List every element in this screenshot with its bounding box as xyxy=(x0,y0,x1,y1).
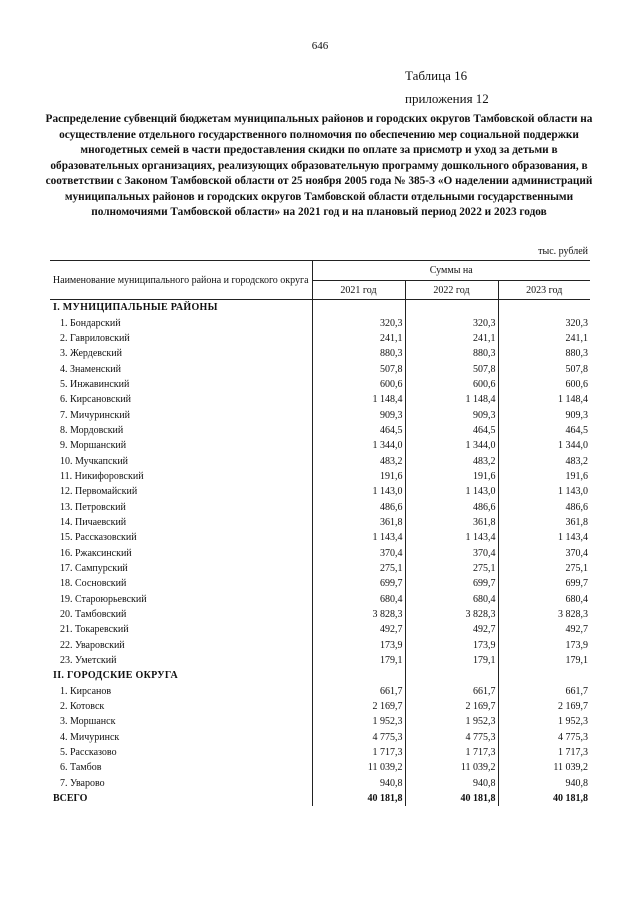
amount-2021: 361,8 xyxy=(312,515,405,530)
amount-2023: 1 143,4 xyxy=(558,532,589,544)
amount-2022: 361,8 xyxy=(405,515,498,530)
amount-2021: 191,6 xyxy=(312,469,405,484)
amount-2023: 507,8 xyxy=(565,363,589,375)
table-row xyxy=(50,331,590,346)
amount-2023: 483,2 xyxy=(565,455,589,467)
row-name: 6. Кирсановский xyxy=(50,392,312,407)
amount-2022: 1 717,3 xyxy=(405,745,498,760)
amount-2021: 40 181,8 xyxy=(312,791,405,806)
amount-2022 xyxy=(405,300,498,316)
sums-header: Суммы на xyxy=(312,261,590,281)
amount-2021: 275,1 xyxy=(312,561,405,576)
amount-2023: 880,3 xyxy=(565,348,589,360)
table-row xyxy=(50,438,590,453)
amount-2021: 320,3 xyxy=(312,315,405,330)
row-name: 20. Тамбовский xyxy=(50,607,312,622)
amount-2023: 909,3 xyxy=(565,409,589,421)
row-name: 1. Бондарский xyxy=(50,315,312,330)
row-name: ВСЕГО xyxy=(50,791,312,806)
row-name: 7. Мичуринский xyxy=(50,407,312,422)
amount-2023: 1 143,0 xyxy=(558,486,589,498)
amount-2022: 173,9 xyxy=(405,638,498,653)
table-row xyxy=(50,469,590,484)
row-name: 15. Рассказовский xyxy=(50,530,312,545)
row-name: 2. Гавриловский xyxy=(50,331,312,346)
amount-2022: 1 344,0 xyxy=(405,438,498,453)
amount-2023: 680,4 xyxy=(565,593,589,605)
amount-2022: 11 039,2 xyxy=(405,760,498,775)
amount-2022: 1 952,3 xyxy=(405,714,498,729)
amount-2022 xyxy=(405,668,498,683)
table-row xyxy=(50,392,590,407)
amount-2021: 1 148,4 xyxy=(312,392,405,407)
amount-2023: 241,1 xyxy=(565,332,589,344)
row-name: 17. Сампурский xyxy=(50,561,312,576)
amount-2022: 4 775,3 xyxy=(405,730,498,745)
amount-2023: 940,8 xyxy=(565,777,589,789)
amount-2022: 191,6 xyxy=(405,469,498,484)
row-name: 19. Староюрьевский xyxy=(50,592,312,607)
amount-2023 xyxy=(498,300,590,316)
row-name: 21. Токаревский xyxy=(50,622,312,637)
amount-2021: 4 775,3 xyxy=(312,730,405,745)
table-row xyxy=(50,699,590,714)
amount-2021: 1 143,0 xyxy=(312,484,405,499)
table-header xyxy=(50,261,590,300)
amount-2023: 1 344,0 xyxy=(558,440,589,452)
table-row xyxy=(50,546,590,561)
table-row xyxy=(50,530,590,545)
table-row xyxy=(50,576,590,591)
amount-2023: 361,8 xyxy=(565,516,589,528)
row-name: 4. Знаменский xyxy=(50,361,312,376)
amount-2022: 680,4 xyxy=(405,592,498,607)
amount-2021: 483,2 xyxy=(312,453,405,468)
row-name: 16. Ржаксинский xyxy=(50,546,312,561)
table-row xyxy=(50,515,590,530)
appendix-reference: приложения 12 xyxy=(405,91,489,106)
table-reference: Таблица 16 xyxy=(405,68,468,83)
amount-2023: 370,4 xyxy=(565,547,589,559)
amount-2022: 40 181,8 xyxy=(405,791,498,806)
table-row xyxy=(50,745,590,760)
subvention-table xyxy=(50,260,590,806)
table-row xyxy=(50,638,590,653)
amount-2022: 1 143,0 xyxy=(405,484,498,499)
amount-2022: 275,1 xyxy=(405,561,498,576)
amount-2023: 275,1 xyxy=(565,563,589,575)
amount-2022: 3 828,3 xyxy=(405,607,498,622)
amount-2023: 40 181,8 xyxy=(553,793,589,805)
row-name: 5. Инжавинский xyxy=(50,377,312,392)
amount-2021: 3 828,3 xyxy=(312,607,405,622)
amount-2023: 191,6 xyxy=(565,470,589,482)
amount-2021: 492,7 xyxy=(312,622,405,637)
row-name: II. ГОРОДСКИЕ ОКРУГА xyxy=(50,668,312,683)
table-row xyxy=(50,730,590,745)
amount-2022: 179,1 xyxy=(405,653,498,668)
row-name: 8. Мордовский xyxy=(50,423,312,438)
table-row xyxy=(50,407,590,422)
table-row xyxy=(50,653,590,668)
amount-2023: 492,7 xyxy=(565,624,589,636)
row-name: 9. Моршанский xyxy=(50,438,312,453)
row-name: 2. Котовск xyxy=(50,699,312,714)
table-row xyxy=(50,714,590,729)
table-row xyxy=(50,776,590,791)
year-header-2022: 2022 год xyxy=(405,281,498,300)
table-row xyxy=(50,607,590,622)
amount-2022: 2 169,7 xyxy=(405,699,498,714)
row-name: 6. Тамбов xyxy=(50,760,312,775)
amount-2021: 680,4 xyxy=(312,592,405,607)
total-row xyxy=(50,791,590,806)
row-name: 7. Уварово xyxy=(50,776,312,791)
table-row xyxy=(50,760,590,775)
amount-2023: 4 775,3 xyxy=(558,731,589,743)
table-row xyxy=(50,346,590,361)
amount-2021: 1 143,4 xyxy=(312,530,405,545)
row-name: 18. Сосновский xyxy=(50,576,312,591)
table-row xyxy=(50,484,590,499)
amount-2021: 11 039,2 xyxy=(312,760,405,775)
units-label: тыс. рублей xyxy=(538,246,588,257)
table-row xyxy=(50,453,590,468)
table-row xyxy=(50,377,590,392)
amount-2021: 1 952,3 xyxy=(312,714,405,729)
section-row xyxy=(50,300,590,316)
table-row xyxy=(50,315,590,330)
amount-2021: 600,6 xyxy=(312,377,405,392)
amount-2021: 507,8 xyxy=(312,361,405,376)
amount-2023: 1 952,3 xyxy=(558,716,589,728)
amount-2022: 464,5 xyxy=(405,423,498,438)
row-name: 22. Уваровский xyxy=(50,638,312,653)
amount-2021: 486,6 xyxy=(312,499,405,514)
document-title: Распределение субвенций бюджетам муниципальных районов и городских округов Тамбовской области на осуществление отдельного государственного полномочия по обеспечению мер социальной поддержки многодетных семей в части предоставления скидки по оплате за присмотр и уход за детьми в образовательных организациях, реализующих образовательную программу дошкольного образования, в соответствии с Законом Тамбовской области от 25 ноября 2005 года № 385-З «О наделении администраций муниципальных районов и городских округов Тамбовской области отдельными государственными полномочиями Тамбовской области» на 2021 год и на плановый период 2022 и 2023 годов xyxy=(45,113,593,218)
table-row xyxy=(50,361,590,376)
amount-2023: 1 717,3 xyxy=(558,747,589,759)
row-name: 13. Петровский xyxy=(50,499,312,514)
row-name: 5. Рассказово xyxy=(50,745,312,760)
amount-2023: 3 828,3 xyxy=(558,609,589,621)
section-row xyxy=(50,668,590,683)
amount-2022: 486,6 xyxy=(405,499,498,514)
amount-2021: 241,1 xyxy=(312,331,405,346)
amount-2023: 173,9 xyxy=(565,639,589,651)
amount-2021: 173,9 xyxy=(312,638,405,653)
table-row xyxy=(50,622,590,637)
row-name: 1. Кирсанов xyxy=(50,684,312,699)
table-row xyxy=(50,561,590,576)
amount-2022: 699,7 xyxy=(405,576,498,591)
amount-2021: 940,8 xyxy=(312,776,405,791)
table-body xyxy=(50,300,590,807)
amount-2022: 483,2 xyxy=(405,453,498,468)
amount-2021: 1 717,3 xyxy=(312,745,405,760)
amount-2022: 1 148,4 xyxy=(405,392,498,407)
amount-2022: 320,3 xyxy=(405,315,498,330)
amount-2023: 1 148,4 xyxy=(558,394,589,406)
amount-2021: 1 344,0 xyxy=(312,438,405,453)
row-name: I. МУНИЦИПАЛЬНЫЕ РАЙОНЫ xyxy=(50,300,312,316)
amount-2022: 370,4 xyxy=(405,546,498,561)
row-name: 14. Пичаевский xyxy=(50,515,312,530)
amount-2021: 370,4 xyxy=(312,546,405,561)
row-name: 11. Никифоровский xyxy=(50,469,312,484)
amount-2022: 940,8 xyxy=(405,776,498,791)
table-row xyxy=(50,423,590,438)
amount-2021: 464,5 xyxy=(312,423,405,438)
amount-2023: 600,6 xyxy=(565,378,589,390)
amount-2021: 661,7 xyxy=(312,684,405,699)
row-name: 4. Мичуринск xyxy=(50,730,312,745)
amount-2021: 909,3 xyxy=(312,407,405,422)
row-name: 23. Уметский xyxy=(50,653,312,668)
amount-2022: 880,3 xyxy=(405,346,498,361)
row-name: 3. Жердевский xyxy=(50,346,312,361)
amount-2022: 600,6 xyxy=(405,377,498,392)
year-header-2021: 2021 год xyxy=(312,281,405,300)
amount-2023: 2 169,7 xyxy=(558,701,589,713)
name-column-header: Наименование муниципального района и городского округа xyxy=(50,261,312,300)
amount-2022: 241,1 xyxy=(405,331,498,346)
amount-2022: 661,7 xyxy=(405,684,498,699)
amount-2023: 179,1 xyxy=(565,655,589,667)
amount-2023: 699,7 xyxy=(565,578,589,590)
amount-2021: 2 169,7 xyxy=(312,699,405,714)
amount-2021: 880,3 xyxy=(312,346,405,361)
row-name: 10. Мучкапский xyxy=(50,453,312,468)
amount-2021: 699,7 xyxy=(312,576,405,591)
amount-2022: 909,3 xyxy=(405,407,498,422)
amount-2022: 492,7 xyxy=(405,622,498,637)
year-header-2023: 2023 год xyxy=(498,281,590,300)
table-row xyxy=(50,592,590,607)
amount-2023: 661,7 xyxy=(565,685,589,697)
row-name: 3. Моршанск xyxy=(50,714,312,729)
row-name: 12. Первомайский xyxy=(50,484,312,499)
amount-2023: 486,6 xyxy=(565,501,589,513)
amount-2023 xyxy=(498,668,590,683)
table-row xyxy=(50,684,590,699)
amount-2021: 179,1 xyxy=(312,653,405,668)
amount-2023: 320,3 xyxy=(565,317,589,329)
amount-2023: 464,5 xyxy=(565,424,589,436)
table-row xyxy=(50,499,590,514)
amount-2023: 11 039,2 xyxy=(553,762,589,774)
amount-2021 xyxy=(312,300,405,316)
page-number: 646 xyxy=(311,40,329,52)
amount-2021 xyxy=(312,668,405,683)
amount-2022: 507,8 xyxy=(405,361,498,376)
amount-2022: 1 143,4 xyxy=(405,530,498,545)
